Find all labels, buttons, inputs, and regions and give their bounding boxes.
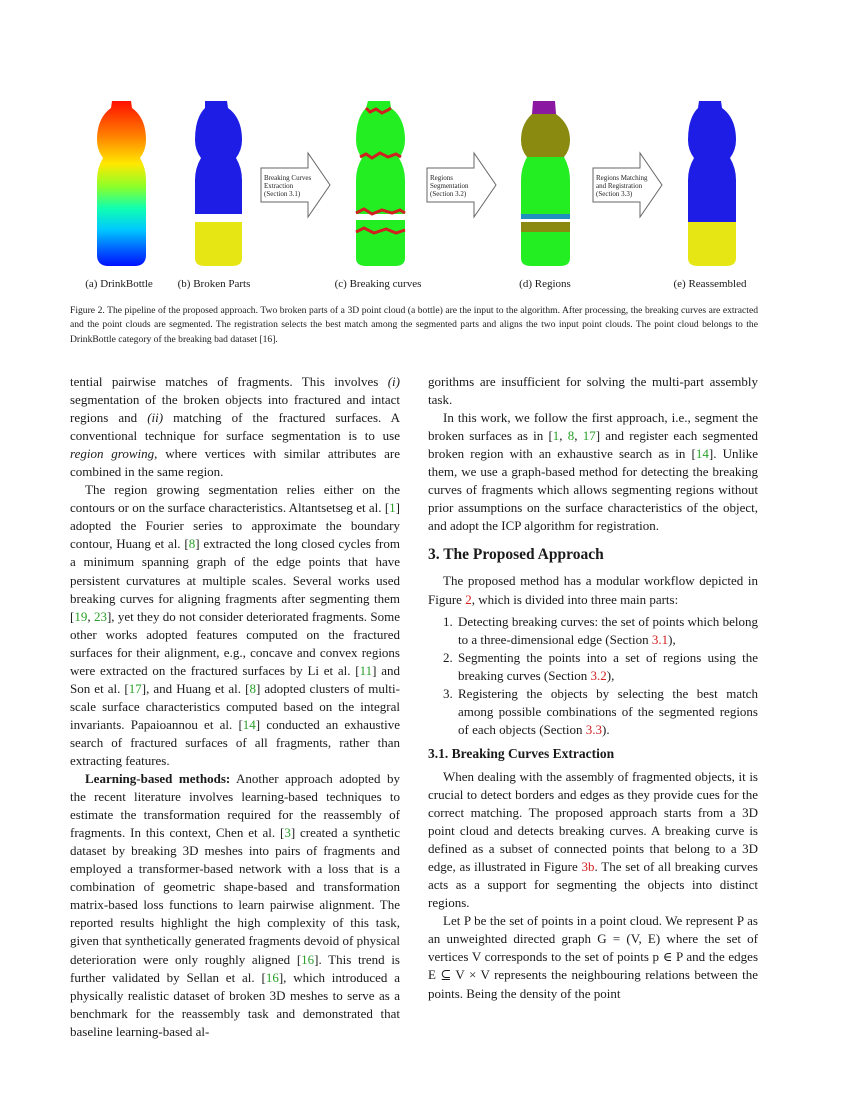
bottle-c (356, 101, 405, 266)
paragraph: In this work, we follow the first approach, i.e., segment the broken surfaces as in [1, 8, 17] and register each segmented broken region with an exhaustive search as in [14]. Unlike them, we use a graph-based method for detecting the breaking curves of fragments which allows segmenting regions without prior assumptions on the surface characteristics of the object, and adopt the ICP algorithm for registration. (428, 410, 759, 534)
citation-link[interactable]: 14 (242, 716, 256, 732)
paragraph: The proposed method has a modular workflow depicted in Figure 2, which is divided into three main parts: (428, 573, 758, 607)
citation-link[interactable]: 17 (128, 680, 142, 696)
sublabel-b: (b) Broken Parts (177, 278, 251, 290)
section-link[interactable]: 3.1 (651, 631, 669, 647)
arrow-2-label: Regions Segmentation (Section 3.2) (430, 174, 469, 198)
list-item: 1. Detecting breaking curves: the set of points which belong to a three-dimensional edge (Section 3.1), (456, 613, 758, 649)
citation-link[interactable]: 16 (301, 951, 315, 967)
citation-link[interactable]: 14 (695, 446, 709, 462)
list-item: 3. Registering the objects by selecting the best match among possible combinations of the segmented regions of each objects (Section 3.3). (456, 685, 758, 739)
arrow-3-label: Regions Matching and Registration (Section 3.3) (596, 174, 648, 198)
figure-2 (0, 0, 850, 300)
arrow-1-label: Breaking Curves Extraction (Section 3.1) (264, 174, 312, 198)
citation-link[interactable]: 8 (188, 536, 196, 552)
bottle-b (195, 101, 242, 266)
citation-link[interactable]: 23 (93, 608, 107, 624)
figure-caption: Figure 2. The pipeline of the proposed approach. Two broken parts of a 3D point cloud (a bottle) are the input to the algorithm. After processing, the breaking curves are extracted and the point clouds are segmented. The registration selects the best match among the segmented parts and aligns the two input point clouds. The point cloud belongs to the DrinkBottle category of the breaking bad dataset [16]. (70, 305, 758, 345)
paragraph: gorithms are insufficient for solving the multi-part assembly task. (428, 374, 758, 408)
left-column (70, 373, 400, 1041)
paragraph: Let P be the set of points in a point cloud. We represent P as an unweighted directed graph G = (V, E) where the set of vertices V corresponds to the set of points p ∈ P and the edges E ⊆ V × V represents the neighbouring relations between the points. Being the density of the point (428, 913, 758, 1001)
figure-link[interactable]: 2 (465, 591, 472, 607)
steps-list (428, 613, 758, 739)
paragraph: Learning-based methods: Another approach adopted by the recent literature involves learning-based techniques to estimate the transformation required for the reassembly of fragments. In this context, Chen et al. [3] created a synthetic dataset by breaking 3D meshes into pairs of fragments and employed a transformer-based network with a loss that is a combination of geometric shape-based and transformation matrix-based loss functions to learn pairwise alignment. The reported results highlight the high complexity of this task, given that synthetically generated fragments devoid of physical deterioration were only roughly aligned [16]. This trend is further validated by Sellan et al. [16], which introduced a physically realistic dataset of broken 3D meshes to serve as a benchmark for the reassembly task and demonstrated that baseline learning-based al- (70, 771, 401, 1039)
bottle-d (521, 101, 570, 266)
section-link[interactable]: 3.2 (590, 667, 607, 683)
citation-link[interactable]: 19 (74, 608, 88, 624)
sublabel-a: (a) DrinkBottle (85, 278, 153, 290)
citation-link[interactable]: 8 (567, 428, 575, 444)
citation-link[interactable]: 3 (284, 825, 291, 841)
list-item: 2. Segmenting the points into a set of regions using the breaking curves (Section 3.2), (456, 649, 758, 685)
citation-link[interactable]: 1 (552, 428, 560, 444)
pipeline-illustration (0, 0, 850, 300)
citation-link[interactable]: 17 (582, 428, 596, 444)
bottle-e (688, 101, 736, 266)
citation-link[interactable]: 8 (249, 680, 256, 696)
right-column (428, 373, 758, 1003)
sublabel-d: (d) Regions (519, 278, 571, 290)
subsection-heading: 3.1. Breaking Curves Extraction (428, 745, 615, 761)
section-heading: 3. The Proposed Approach (428, 546, 604, 564)
sublabel-e: (e) Reassembled (673, 278, 747, 290)
paragraph: When dealing with the assembly of fragmented objects, it is crucial to detect borders and edges as they provide cues for the correct matching. The proposed approach starts from a 3D point cloud and detects breaking curves. A breaking curve is defined as a subset of connected points that belong to a 3D edge, as illustrated in Figure 3b. The set of all breaking curves acts as a support for segmenting the objects into distinct regions. (428, 768, 758, 911)
figure-link[interactable]: 3b (581, 859, 595, 875)
citation-link[interactable]: 11 (359, 662, 373, 678)
citation-link[interactable]: 1 (389, 500, 396, 516)
section-link[interactable]: 3.3 (585, 721, 603, 737)
citation-link[interactable]: 16 (265, 969, 279, 985)
sublabel-c: (c) Breaking curves (334, 278, 422, 290)
bottle-a (97, 101, 146, 266)
paragraph: The region growing segmentation relies either on the contours or on the surface characteristics. Altantsetseg et al. [1] adopted the Fourier series to approximate the boundary contour, Huang et al. [8] extracted the long closed cycles from a minimum spanning graph of the edge points that have persistent curvatures at multiple scales. Several works used breaking curves for aligning fragments after segmenting them [19, 23], yet they do not consider deteriorated fragments. Some other works adopted features computed on the fractured surfaces for their alignment, e.g., concave and convex regions were extracted on the fractured surfaces by Li et al. [11] and Son et al. [17], and Huang et al. [8] adopted clusters of multi-scale surface characteristics computed based on the integral invariants. Papaioannou et al. [14] conducted an exhaustive search of fractured surfaces of all fragments, rather than extracting features. (70, 482, 401, 768)
paragraph: tential pairwise matches of fragments. This involves (i) segmentation of the broken objects into fractured and intact regions and (ii) matching of the fractured surfaces. A conventional technique for surface segmentation is to use region growing, where vertices with similar attributes are combined in the same region. (70, 374, 400, 480)
